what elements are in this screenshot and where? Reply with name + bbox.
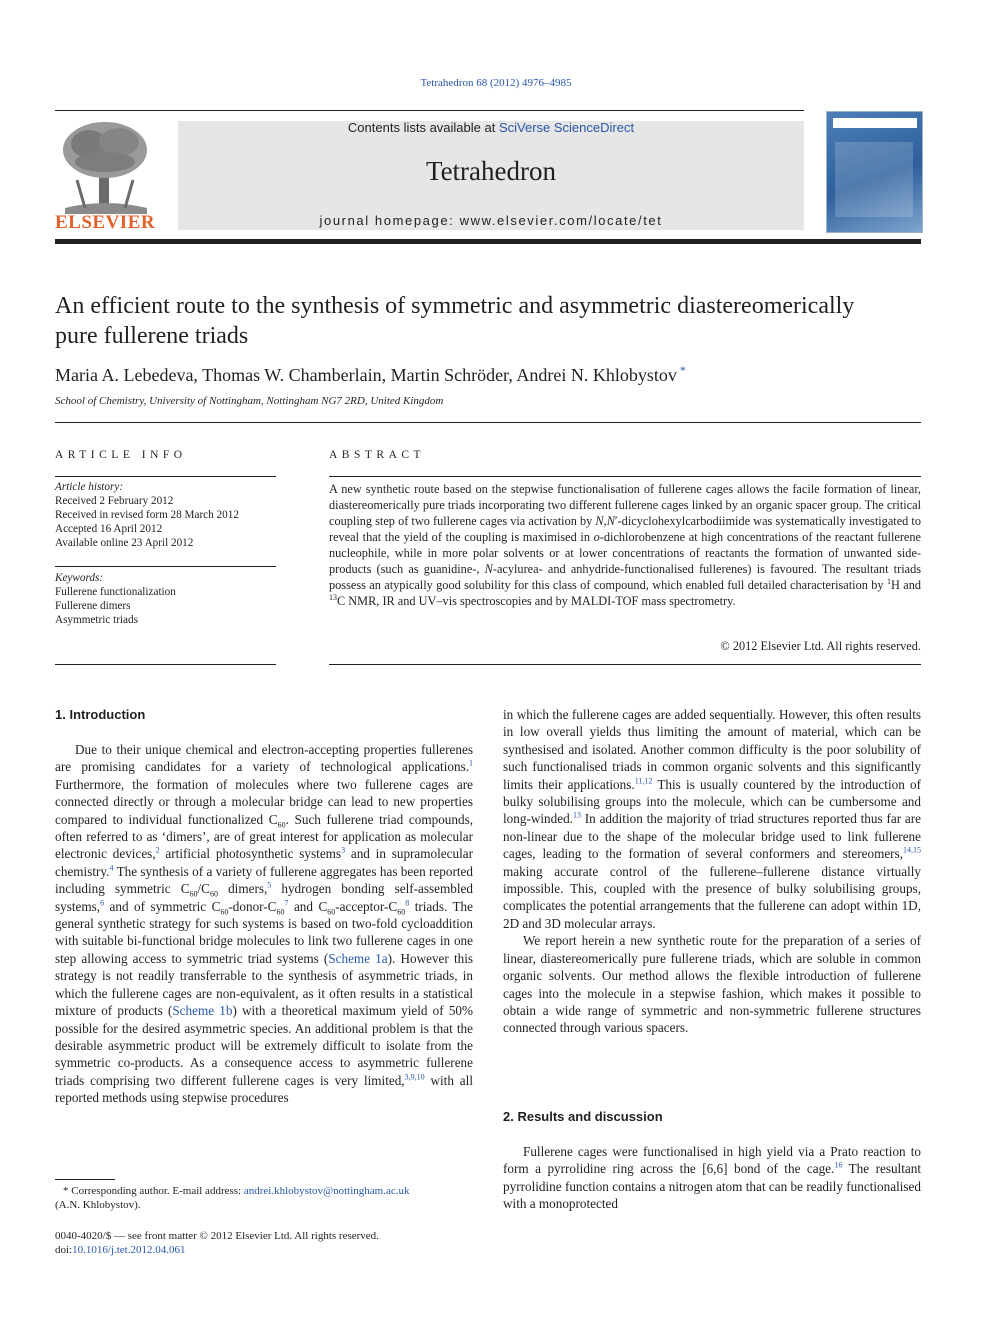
info-rule-1 [55,476,276,477]
info-rule-3 [55,664,276,665]
body-right-column [503,706,921,1037]
cover-title: Tetrahedron [851,119,910,131]
article-title: An efficient route to the synthesis of symmetric and asymmetric diastereomerically pure fullerene triads [55,293,855,349]
section-heading-results: 2. Results and discussion [503,1109,663,1124]
doi-label: doi: [55,1244,73,1256]
keyword-item: Fullerene dimers [55,600,131,612]
footnote-corresponding-label: * Corresponding author. E-mail address: [63,1185,242,1197]
keywords-label: Keywords: [55,572,104,584]
abstract-heading: ABSTRACT [329,449,426,461]
sciencedirect-link[interactable]: SciVerse ScienceDirect [498,120,635,135]
contents-prefix: Contents lists available at [347,120,499,135]
keywords [55,571,276,627]
authors-text: Maria A. Lebedeva, Thomas W. Chamberlain, Martin Schröder, Andrei N. Khlobystov [55,365,677,385]
section-heading-introduction: 1. Introduction [55,707,146,722]
doi-link[interactable]: 10.1016/j.tet.2012.04.061 [72,1244,186,1256]
front-matter [55,1229,473,1257]
paragraph: We report herein a new synthetic route for the preparation of a series of linear, diastereomerically pure fullerene triads, which are soluble in common organic solvents. Our method allows the flexible introduction of fullerene cages into the molecule in a stepwise fashion, which makes it possible to obtain a wide range of symmetric and non-symmetric fullerene structures connected through various spacers. [503,933,921,1036]
history-item: Received in revised form 28 March 2012 [55,509,239,521]
author-email-link[interactable]: andrei.khlobystov@nottingham.ac.uk [243,1185,410,1197]
elsevier-logo [55,120,155,232]
body-left-column [55,741,473,1107]
keyword-item: Asymmetric triads [55,614,138,626]
journal-homepage: journal homepage: www.elsevier.com/locate/tet [319,213,663,228]
header-rule-thick [55,239,921,244]
elsevier-tree-icon [55,120,155,215]
paragraph: in which the fullerene cages are added sequentially. However, this often results in low overall yields thus limiting the amount of material, which can be synthesised and isolated. Another common difficulty is the poor solubility of such functionalised triads in common organic solvents and this significantly limits their applications.$^{11,12}$ This is usually countered by the introduction of bulky solubilising groups into the molecule, which can be cumbersome and long-winded.$^{13}$ In addition the majority of triad structures reported thus far are non-linear due to the shape of the molecular bridge used to link fullerene cages, leading to the formation of several conformers and stereomers,$^{14,15}$ making accurate control of the fullerene–fullerene distance virtually impossible. This, coupled with the presence of bulky solubilising groups, complicates the potential arrangements that the fullerene can adopt within 1D, 2D and 3D molecular arrays. [503,707,921,931]
journal-citation-link[interactable]: Tetrahedron 68 (2012) 4976–4985 [420,77,572,89]
corresponding-footnote [55,1184,473,1212]
publisher-wordmark: ELSEVIER [55,212,156,233]
abstract-text: A new synthetic route based on the stepwise functionalisation of fullerene cages allows the facile formation of linear, diastereomerically pure triads incorporating two different fullerene cages linked by an organic spacer group. The critical coupling step of two fullerene cages via activation by N,N′-dicyclohexylcarbodiimide was systematically investigated to reveal that the yield of the coupling is maximised in o-dichlorobenzene at high concentrations of the reactant fullerene nucleophile, while in more polar solvents or at lower concentrations of reactants the formation of unwanted side-products (such as guanidine-, N-acylurea- and anhydride-functionalised fullerenes) is favoured. The resultant triads possess an atypically good solubility for this class of compound, which enabled full detailed characterisation by $^1$H and $^{13}$C NMR, IR and UV–vis spectroscopies and by MALDI-TOF mass spectrometry. [329,482,921,608]
affiliation: School of Chemistry, University of Nottingham, Nottingham NG7 2RD, United Kingdom [55,395,444,407]
footnote-rule [55,1179,115,1180]
paragraph: Due to their unique chemical and electron-accepting properties fullerenes are promising candidates for a variety of technological applications.$^1$ Furthermore, the formation of molecules where two fullerene cages are connected directly or through a molecular bridge can lead to new properties compared to individual functionalized $C_{60}$. Such fullerene triad compounds, often referred to as ‘dimers’, are of great interest for application as molecular electronic devices,$^2$ artificial photosynthetic systems$^3$ and in supramolecular chemistry.$^4$ The synthesis of a variety of fullerene aggregates has been reported including symmetric $C_{60}/C_{60}$ dimers,$^5$ hydrogen bonding self-assembled systems,$^6$ and of symmetric $C_{60}-donor-C_{60}^7$ and $C_{60}-acceptor-C_{60}^8$ triads. The general synthetic strategy for such systems is based on two-fold cycloaddition with suitable bi-functional bridge molecules to link two fullerene cages in one step allowing access to symmetric triad systems (Scheme 1a). However this strategy is not readily transferrable to the synthesis of asymmetric triads, in which the fullerene cages are non-equivalent, as it often results in a statistical mixture of products (Scheme 1b) with a theoretical maximum yield of 50% possible for the desired asymmetric species. An additional problem is that the desirable asymmetric product will be extremely difficult to isolate from the symmetric co-products. As a consequence access to asymmetric fullerene triads comprising two different fullerene cages is very limited,$^{3,9,10}$ with all reported methods using stepwise procedures [55,742,474,1106]
journal-cover-thumbnail [826,111,923,233]
author-list [55,363,686,386]
title-rule [55,422,921,423]
footnote-author-name: (A.N. Khlobystov). [55,1199,141,1211]
results-paragraph [503,1143,921,1213]
corresponding-author-mark[interactable]: * [679,363,686,377]
abstract-rule-bottom [329,664,921,665]
article-info-heading: ARTICLE INFO [55,449,187,461]
history-item: Available online 23 April 2012 [55,537,194,549]
cover-graphic [835,142,913,217]
keyword-item: Fullerene functionalization [55,586,176,598]
history-item: Received 2 February 2012 [55,495,174,507]
header-rule-top [55,110,804,111]
abstract-copyright: © 2012 Elsevier Ltd. All rights reserved. [720,639,921,653]
article-history [55,480,276,550]
issn-line: 0040-4020/$ — see front matter © 2012 Elsevier Ltd. All rights reserved. [55,1230,379,1242]
contents-line [178,120,804,135]
journal-name: Tetrahedron [425,156,557,186]
history-item: Accepted 16 April 2012 [55,523,163,535]
info-rule-2 [55,566,276,567]
history-label: Article history: [55,481,124,493]
paragraph: Fullerene cages were functionalised in high yield via a Prato reaction to form a pyrrolidine ring across the [6,6] bond of the cage.$^{16}$ The resultant pyrrolidine function contains a nitrogen atom that can be readily functionalised with a monoprotected [503,1144,921,1212]
abstract-rule-top [329,476,921,477]
